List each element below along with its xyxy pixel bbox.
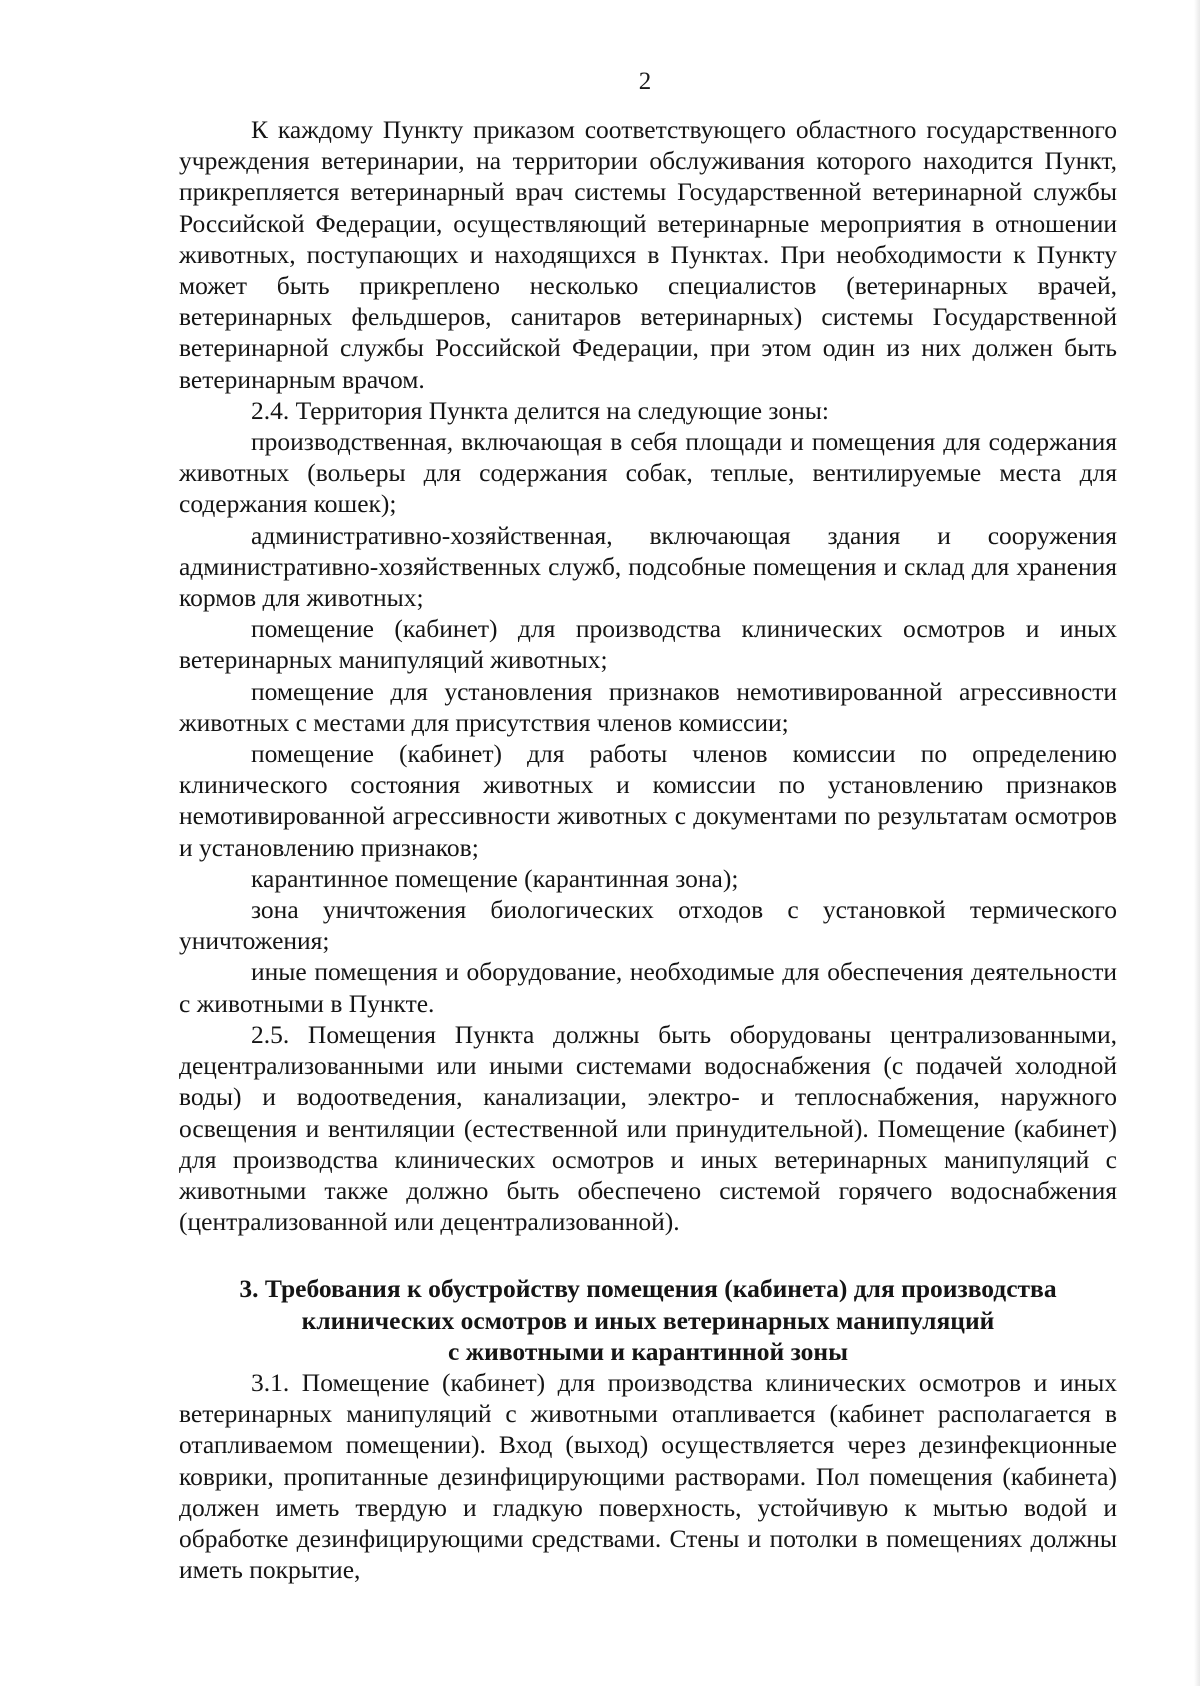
paragraph-2-5: 2.5. Помещения Пункта должны быть оборудованы централизованными, децентрализованными или иными системами водоснабжения (с подачей холодной воды) и водоотведения, канализации, электро- и теплоснабжения, наружного освещения и вентиляции (естественной или принудительной). Помещение (кабинет) для производства клинических осмотров и иных ветеринарных манипуляций с животными также должно быть обеспечено системой горячего водоснабжения (централизованной или децентрализованной). <box>179 1019 1117 1237</box>
zone-clinical-room: помещение (кабинет) для производства клинических осмотров и иных ветеринарных манипуляций животных; <box>179 614 1117 675</box>
paragraph-2-4: 2.4. Территория Пункта делится на следующие зоны: <box>251 395 829 425</box>
paragraph-vet-assignment: К каждому Пункту приказом соответствующего областного государственного учреждения ветеринарии, на территории обслуживания которого находится Пункт, прикрепляется ветеринарный врач системы Государственной ветеринарной службы Российской Федерации, осуществляющий ветеринарные мероприятия в отношении животных, поступающих и находящихся в Пунктах. При необходимости к Пункту может быть прикреплено несколько специалистов (ветеринарных врачей, ветеринарных фельдшеров, санитаров ветеринарных) системы Государственной ветеринарной службы Российской Федерации, при этом один из них должен быть ветеринарным врачом. <box>179 115 1117 394</box>
zone-commission-room: помещение (кабинет) для работы членов комиссии по определению клинического состояния животных и комиссии по установлению признаков немотивированной агрессивности животных с документами по результатам осмотров и установлению признаков; <box>179 739 1117 862</box>
zone-other: иные помещения и оборудование, необходимые для обеспечения деятельности с животными в Пункте. <box>179 957 1117 1018</box>
zone-quarantine: карантинное помещение (карантинная зона); <box>251 863 739 893</box>
zone-aggression-room: помещение для установления признаков немотивированной агрессивности животных с местами для присутствия членов комиссии; <box>179 676 1117 737</box>
paragraph-3-1: 3.1. Помещение (кабинет) для производства клинических осмотров и иных ветеринарных манипуляций с животными отапливается (кабинет располагается в отапливаемом помещении). Вход (выход) осуществляется через дезинфекционные коврики, пропитанные дезинфицирующими растворами. Пол помещения (кабинета) должен иметь твердую и гладкую поверхность, устойчивую к мытью водой и обработке дезинфицирующими средствами. Стены и потолки в помещениях должны иметь покрытие, <box>179 1367 1117 1585</box>
section-3-heading <box>179 1273 1117 1367</box>
section-3-heading-line: 3. Требования к обустройству помещения (кабинета) для производства <box>239 1274 1057 1304</box>
scan-edge <box>1194 0 1200 1686</box>
zone-administrative: административно-хозяйственная, включающая здания и сооружения административно-хозяйственных служб, подсобные помещения и склад для хранения кормов для животных; <box>179 520 1117 613</box>
zone-production: производственная, включающая в себя площади и помещения для содержания животных (вольеры для содержания собак, теплые, вентилируемые места для содержания кошек); <box>179 427 1117 519</box>
page-number: 2 <box>638 68 652 95</box>
document-body <box>179 114 1117 1585</box>
section-3-heading-line: с животными и карантинной зоны <box>447 1336 849 1366</box>
section-3-heading-line: клинических осмотров и иных ветеринарных манипуляций <box>301 1305 995 1335</box>
zone-waste-destruction: зона уничтожения биологических отходов с установкой термического уничтожения; <box>179 895 1117 956</box>
